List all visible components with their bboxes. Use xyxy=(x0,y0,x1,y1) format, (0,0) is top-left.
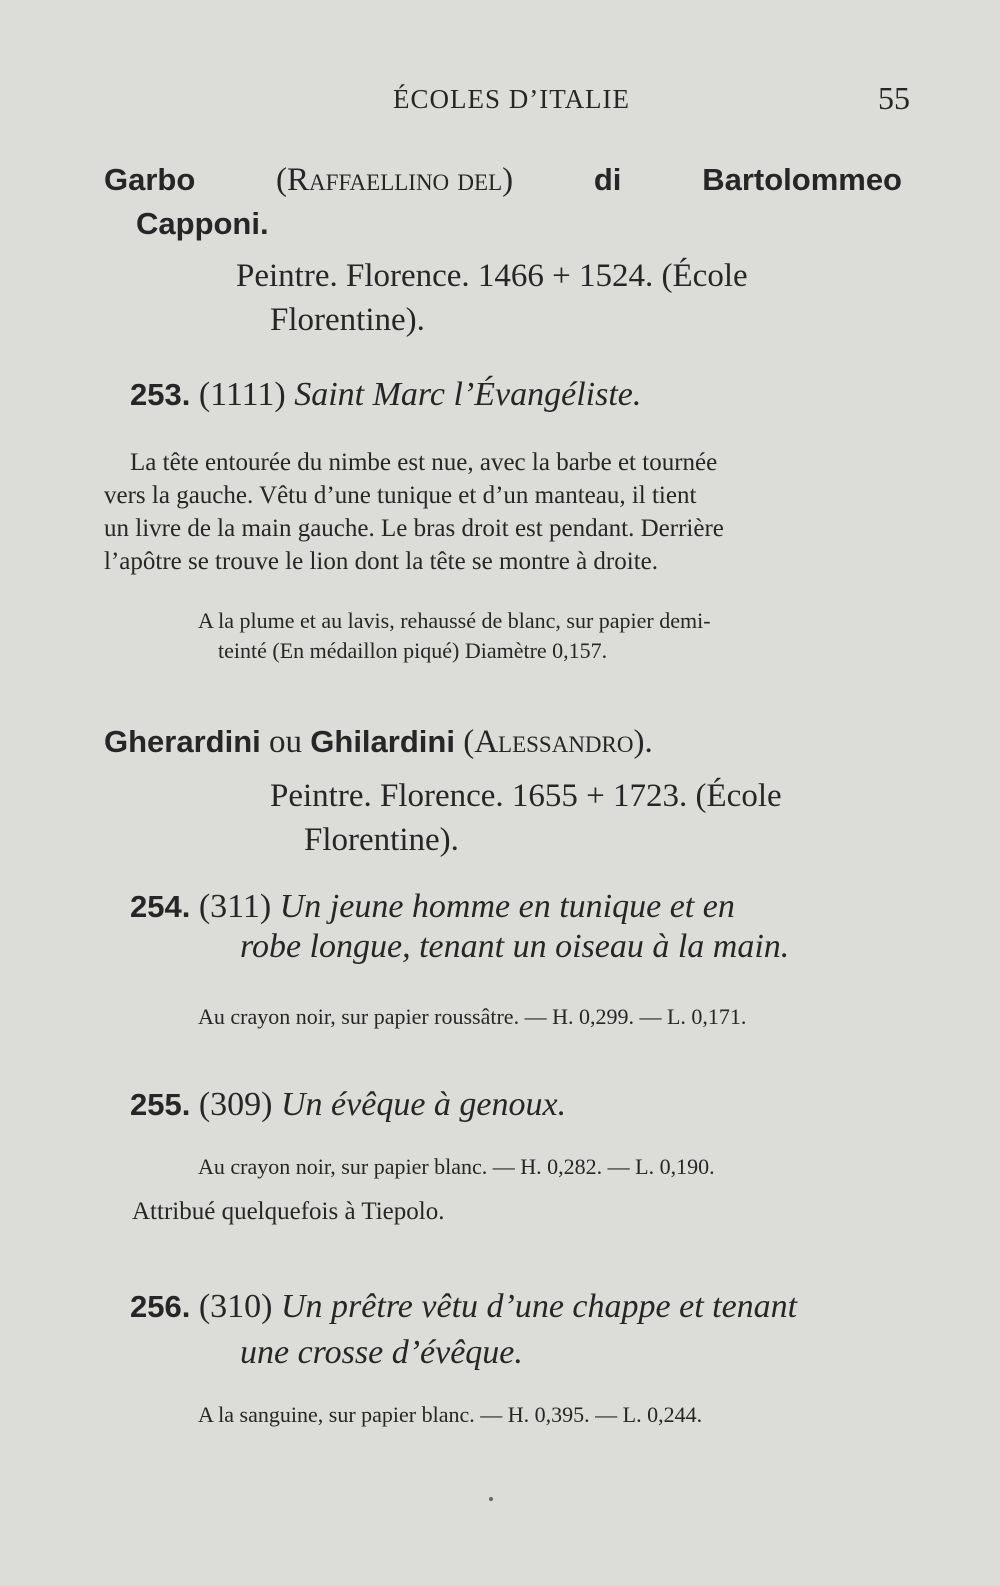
running-head: ÉCOLES D’ITALIE xyxy=(393,84,631,114)
artist-bio-line: Florentine). xyxy=(270,302,425,338)
inventory-number: (310) xyxy=(198,1288,273,1325)
artist-patronym: di xyxy=(593,162,622,197)
inventory-number: (309) xyxy=(198,1086,273,1123)
description-line: un livre de la main gauche. Le bras droit est pendant. Derrière xyxy=(104,515,724,542)
work-title-continuation: une crosse d’évêque. xyxy=(240,1334,523,1371)
medium-note: A la sanguine, sur papier blanc. — H. 0,395. — L. 0,244. xyxy=(198,1402,703,1427)
entry-number: 256. xyxy=(130,1289,191,1324)
artist-heading-garbo xyxy=(104,162,902,199)
work-title: Un prêtre vêtu d’une chappe et tenant xyxy=(281,1288,798,1325)
artist-name-connector: ou xyxy=(269,724,303,760)
page-number: 55 xyxy=(878,80,910,116)
entry-number: 254. xyxy=(130,889,191,924)
catalogue-entry-253 xyxy=(130,376,641,414)
medium-note: Au crayon noir, sur papier roussâtre. — H. 0,299. — L. 0,171. xyxy=(198,1004,747,1029)
attribution-note: Attribué quelquefois à Tiepolo. xyxy=(132,1198,445,1225)
artist-name-continuation: Capponi. xyxy=(136,206,269,241)
catalogue-entry-254 xyxy=(130,888,735,926)
artist-alt-surname: Ghilardini xyxy=(310,724,455,759)
medium-note: Au crayon noir, sur papier blanc. — H. 0,282. — L. 0,190. xyxy=(198,1154,715,1179)
description-line: La tête entourée du nimbe est nue, avec la barbe et tournée xyxy=(130,449,718,476)
artist-heading-gherardini xyxy=(104,724,653,761)
inventory-number: (311) xyxy=(198,888,272,925)
artist-bio-line: Peintre. Florence. 1655 + 1723. (École xyxy=(270,778,782,814)
artist-bio-line: Peintre. Florence. 1466 + 1524. (École xyxy=(236,258,748,294)
work-title: Saint Marc l’Évangéliste. xyxy=(294,376,642,413)
entry-number: 255. xyxy=(130,1087,191,1122)
work-title: Un jeune homme en tunique et en xyxy=(279,888,735,925)
description-line: vers la gauche. Vêtu d’une tunique et d’un manteau, il tient xyxy=(104,482,697,509)
artist-bio-line: Florentine). xyxy=(304,822,459,858)
artist-given-names: (Raffaellino del) xyxy=(276,162,514,198)
artist-surname: Garbo xyxy=(104,162,196,197)
medium-note: A la plume et au lavis, rehaussé de blanc, sur papier demi- xyxy=(198,608,711,633)
medium-note: teinté (En médaillon piqué) Diamètre 0,157. xyxy=(218,638,608,663)
artist-surname: Gherardini xyxy=(104,724,261,759)
inventory-number: (1111) xyxy=(198,376,286,413)
catalogue-entry-256 xyxy=(130,1288,797,1326)
artist-patronym-name: Bartolommeo xyxy=(702,162,902,197)
entry-number: 253. xyxy=(130,377,191,412)
work-title: Un évêque à genoux. xyxy=(281,1086,567,1123)
artist-given-names: (Alessandro). xyxy=(463,724,653,760)
description-line: l’apôtre se trouve le lion dont la tête se montre à droite. xyxy=(104,548,658,575)
catalogue-entry-255 xyxy=(130,1086,566,1124)
work-title-continuation: robe longue, tenant un oiseau à la main. xyxy=(240,928,790,965)
paper-speck xyxy=(489,1497,493,1501)
